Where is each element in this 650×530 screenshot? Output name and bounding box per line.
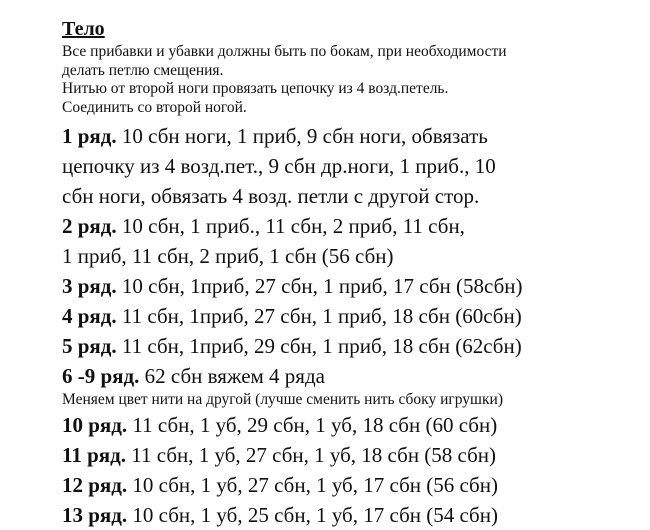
row-label: 3 ряд. [62,274,117,298]
row-12 [62,470,642,500]
row-2 [62,211,642,241]
row-1-cont: цепочку из 4 возд.пет., 9 сбн др.ноги, 1 приб., 10 [62,154,496,178]
row-1-cont: сбн ноги, обвязать 4 возд. петли с другой стор. [62,184,480,208]
row-13 [62,500,642,530]
row-text: 10 сбн, 1 уб, 27 сбн, 1 уб, 17 сбн (56 сбн) [127,472,498,497]
row-label: 1 ряд. [62,124,117,148]
row-label: 5 ряд. [62,334,117,358]
row-label: 12 ряд. [62,472,128,497]
intro-line: делать петлю смещения. [62,61,224,79]
row-text: 11 сбн, 1 уб, 27 сбн, 1 уб, 18 сбн (58 сбн) [126,442,497,467]
row-text: 10 сбн, 1приб, 27 сбн, 1 приб, 17 сбн (58сбн) [116,274,523,298]
row-10 [62,410,642,440]
intro-line: Нитью от второй ноги провязать цепочку из 4 возд.петель. [62,80,449,97]
row-label: 10 ряд. [62,412,128,437]
row-label: 11 ряд. [62,442,127,467]
section-title: Тело [62,18,105,40]
row-text: 11 сбн, 1приб, 29 сбн, 1 приб, 18 сбн (62сбн) [116,334,522,358]
pattern-document [62,18,642,530]
color-change-note: Меняем цвет нити на другой (лучше сменить нить сбоку игрушки) [62,391,503,408]
row-3 [62,271,642,301]
row-text: 62 сбн вяжем 4 ряда [139,364,325,388]
row-label: 6 -9 ряд. [62,364,140,388]
row-text: 10 сбн, 1 уб, 25 сбн, 1 уб, 17 сбн (54 сбн) [127,502,498,527]
intro-line: Соединить со второй ногой. [62,98,247,116]
row-11 [62,440,642,470]
row-label: 4 ряд. [62,304,117,328]
row-label: 13 ряд. [62,502,128,527]
row-1 [62,121,642,151]
row-4 [62,301,642,331]
row-text: 10 сбн ноги, 1 приб, 9 сбн ноги, обвязать [116,124,488,148]
intro-line: Все прибавки и убавки должны быть по бокам, при необходимости [62,43,507,60]
row-label: 2 ряд. [62,214,117,238]
row-text: 11 сбн, 1 уб, 29 сбн, 1 уб, 18 сбн (60 сбн) [127,412,498,437]
row-6-9 [62,361,642,391]
row-2-cont: 1 приб, 11 сбн, 2 приб, 1 сбн (56 сбн) [62,244,394,268]
row-text: 11 сбн, 1приб, 27 сбн, 1 приб, 18 сбн (60сбн) [116,304,522,328]
row-text: 10 сбн, 1 приб., 11 сбн, 2 приб, 11 сбн, [116,214,465,238]
row-5 [62,331,642,361]
